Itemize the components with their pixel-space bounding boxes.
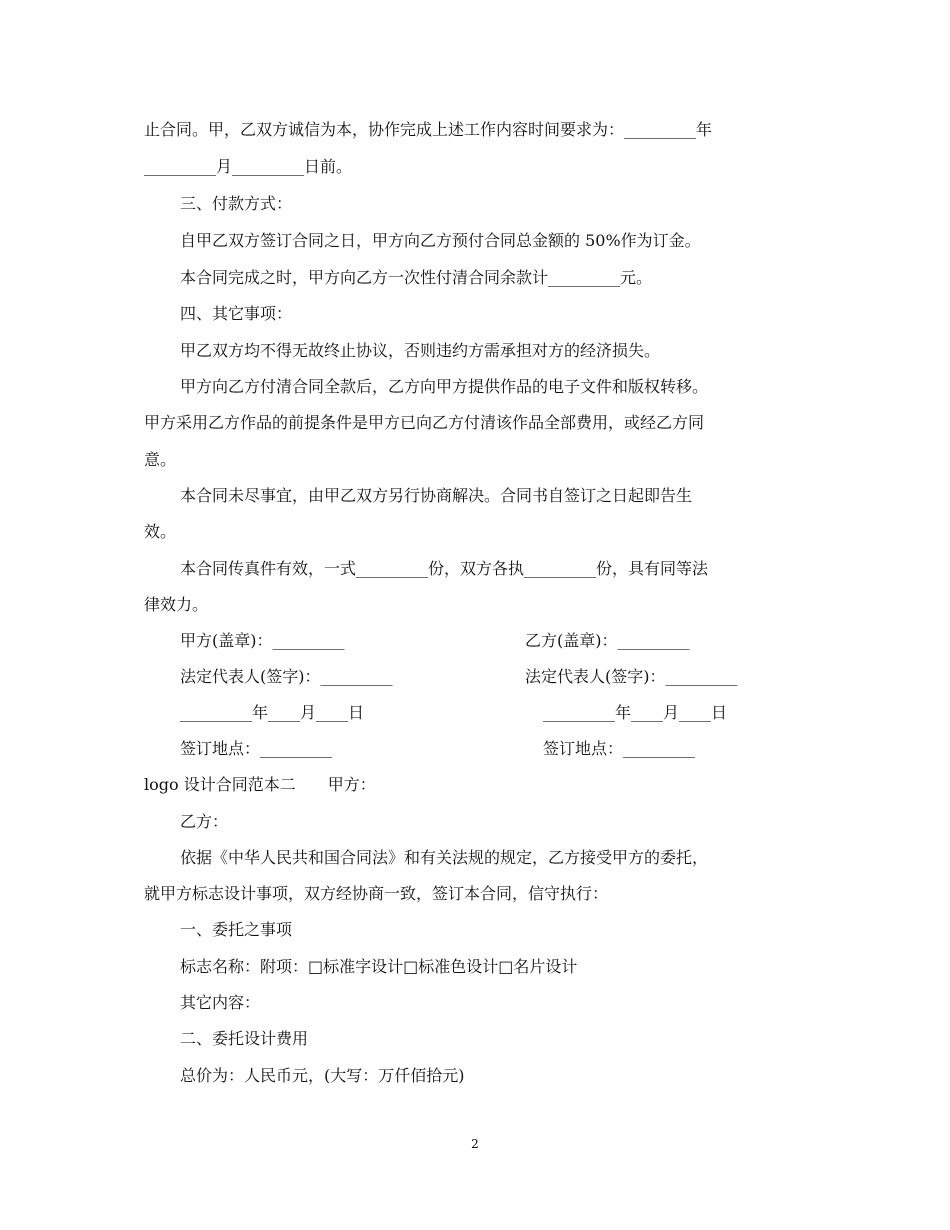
party-b-signing-place: 签订地点：_________ bbox=[543, 739, 696, 758]
page-number: 2 bbox=[471, 1137, 479, 1151]
second-contract-intro: 就甲方标志设计事项，双方经协商一致，签订本合同，信守执行： bbox=[144, 884, 609, 903]
paragraph-line: 甲方向乙方付清合同全款后，乙方向甲方提供作品的电子文件和版权转移。 bbox=[180, 377, 709, 396]
paragraph-line: 本合同未尽事宜，由甲乙双方另行协商解决。合同书自签订之日起即告生 bbox=[180, 486, 693, 505]
section-heading-fee: 二、委托设计费用 bbox=[180, 1029, 309, 1048]
paragraph-line: 效。 bbox=[144, 522, 177, 541]
section-heading-other: 四、其它事项： bbox=[180, 304, 293, 323]
party-a-seal: 甲方(盖章)：_________ bbox=[180, 631, 345, 650]
party-b-seal: 乙方(盖章)：_________ bbox=[525, 631, 690, 650]
other-content-line: 其它内容： bbox=[180, 993, 261, 1012]
paragraph-line: 止合同。甲，乙双方诚信为本，协作完成上述工作内容时间要求为：_________年 bbox=[144, 120, 713, 139]
paragraph-line: 律效力。 bbox=[144, 595, 209, 614]
section-heading-payment: 三、付款方式： bbox=[180, 194, 293, 213]
party-a-signing-place: 签订地点：_________ bbox=[180, 739, 333, 758]
paragraph-line: _________月_________日前。 bbox=[144, 157, 353, 176]
party-b-representative: 法定代表人(签字)：_________ bbox=[525, 667, 738, 686]
paragraph-line: 自甲乙双方签订合同之日，甲方向乙方预付合同总金额的 50%作为订金。 bbox=[180, 231, 701, 250]
paragraph-line: 甲方采用乙方作品的前提条件是甲方已向乙方付清该作品全部费用，或经乙方同 bbox=[144, 413, 705, 432]
paragraph-line: 本合同传真件有效，一式_________份，双方各执_________份，具有同等法 bbox=[180, 559, 709, 578]
logo-name-line: 标志名称：附项：□标准字设计□标准色设计□名片设计 bbox=[180, 957, 578, 976]
party-a-date: _________年____月____日 bbox=[180, 703, 365, 722]
paragraph-line: 意。 bbox=[144, 450, 177, 469]
party-b-date: _________年____月____日 bbox=[543, 703, 728, 722]
party-a-representative: 法定代表人(签字)：_________ bbox=[180, 667, 393, 686]
paragraph-line: 甲乙双方均不得无故终止协议，否则违约方需承担对方的经济损失。 bbox=[180, 341, 661, 360]
section-heading-commission: 一、委托之事项 bbox=[180, 920, 293, 939]
paragraph-line: 本合同完成之时，甲方向乙方一次性付清合同余款计_________元。 bbox=[180, 268, 653, 287]
total-price-line: 总价为：人民币元，(大写：万仟佰拾元) bbox=[180, 1066, 465, 1085]
second-contract-intro: 依据《中华人民共和国合同法》和有关法规的规定，乙方接受甲方的委托， bbox=[180, 848, 709, 867]
second-contract-heading: logo 设计合同范本二 甲方： bbox=[144, 775, 376, 794]
second-contract-party-b: 乙方： bbox=[180, 812, 229, 831]
